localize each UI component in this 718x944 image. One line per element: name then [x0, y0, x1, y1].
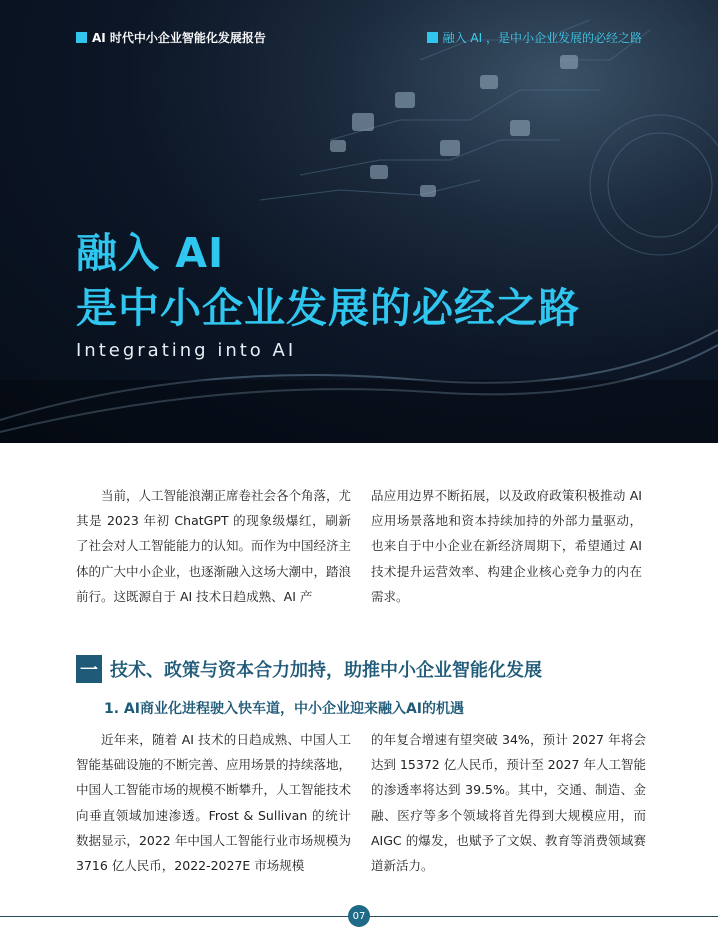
square-bullet-icon [76, 32, 87, 43]
intro-paragraph-left: 当前，人工智能浪潮正席卷社会各个角落，尤其是 2023 年初 ChatGPT 的现象级爆红，刷新了社会对人工智能能力的认知。而作为中国经济主体的广大中小企业，也逐渐融入这场大潮中，踏浪前行。这既源自于 AI 技术日趋成熟、AI 产 [76, 488, 352, 604]
body-paragraph-left: 近年来，随着 AI 技术的日趋成熟、中国人工智能基础设施的不断完善、应用场景的持续落地，中国人工智能市场的规模不断攀升，人工智能技术向垂直领域加速渗透。Frost & Sullivan 的统计数据显示，2022 年中国人工智能行业市场规模为 3716 亿人民币，2022-2027E 市场规模 [76, 732, 352, 874]
body-left-column [76, 727, 351, 878]
circuit-background-graphic [0, 0, 718, 443]
section-number-badge: 一 [76, 655, 102, 683]
hero-title [76, 226, 580, 336]
report-title: AI 时代中小企业智能化发展报告 [92, 31, 266, 45]
hero-title-line1: 融入 AI [76, 229, 225, 277]
body-right-column [371, 727, 646, 878]
hero-title-line2: 是中小企业发展的必经之路 [76, 284, 580, 332]
chapter-header [427, 29, 642, 46]
square-bullet-icon [427, 32, 438, 43]
hero-subtitle-en: Integrating into AI [76, 340, 297, 361]
report-header [76, 29, 266, 46]
chapter-title: 融入 AI ，是中小企业发展的必经之路 [442, 31, 642, 45]
intro-paragraph-right: 品应用边界不断拓展，以及政府政策积极推动 AI 应用场景落地和资本持续加持的外部力量驱动，也来自于中小企业在新经济周期下，希望通过 AI 技术提升运营效率、构建企业核心竞争力的内在需求。 [371, 488, 642, 604]
section-heading [76, 655, 542, 683]
hero-banner [0, 0, 718, 443]
page-number: 07 [348, 905, 370, 927]
intro-right-column [371, 483, 642, 609]
section-title: 技术、政策与资本合力加持，助推中小企业智能化发展 [110, 660, 542, 681]
body-paragraph-right: 的年复合增速有望突破 34%，预计 2027 年将会达到 15372 亿人民币，预计至 2027 年人工智能的渗透率将达到 39.5%。其中，交通、制造、金融、医疗等多个领域将首先得到大规模应用，而 AIGC 的爆发，也赋予了文娱、教育等消费领域赛道新活力。 [371, 732, 646, 874]
intro-left-column [76, 483, 351, 609]
subsection-title: 1. AI商业化进程驶入快车道，中小企业迎来融入AI的机遇 [104, 701, 465, 717]
